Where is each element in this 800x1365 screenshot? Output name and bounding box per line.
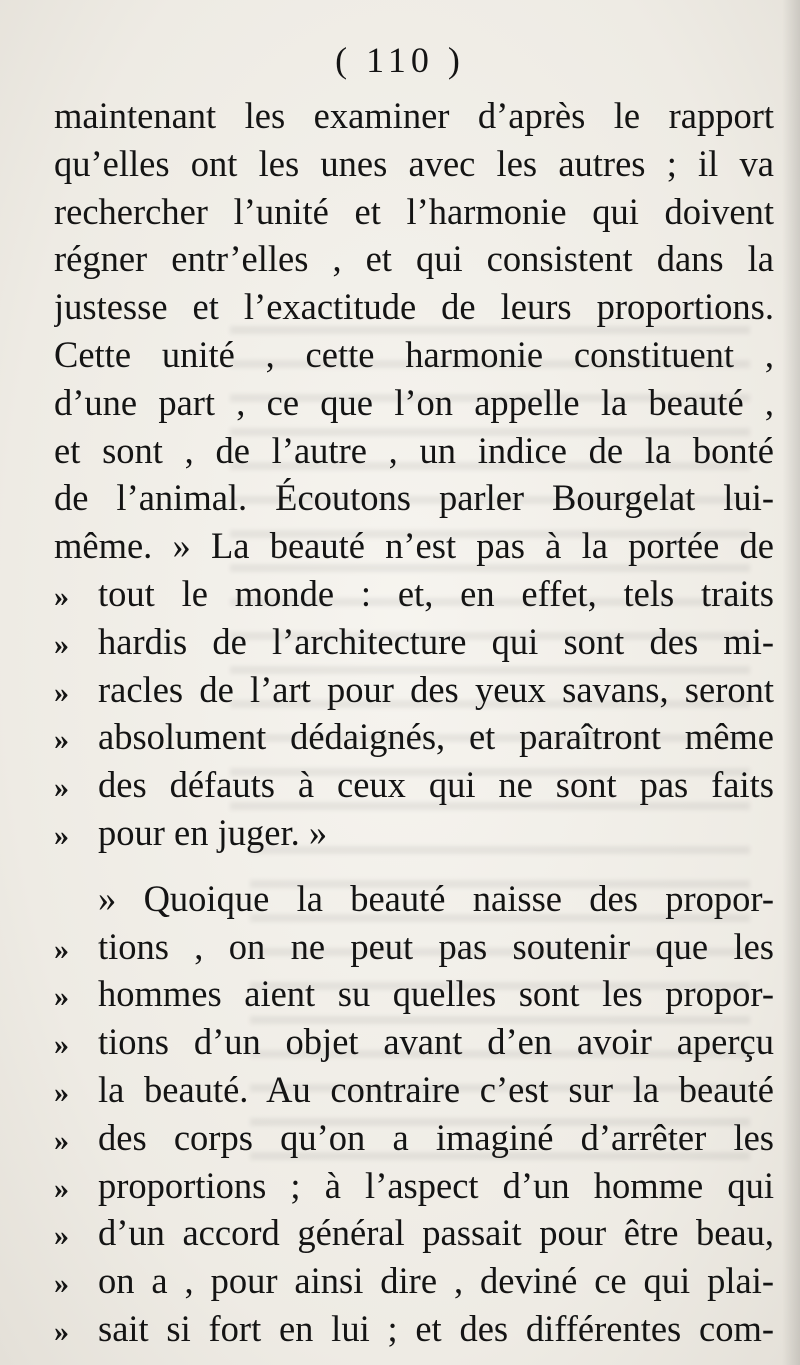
text-line: rechercher l’unité et l’harmonie qui doivent: [54, 190, 774, 232]
quoted-line: » tions , on ne peut pas soutenir que les: [54, 923, 774, 971]
quoted-line: » on a , pour ainsi dire , deviné ce qui plai-: [54, 1257, 774, 1305]
page-number-header: ( 110 ): [335, 40, 465, 80]
quoted-line: » proportions ; à l’aspect d’un homme qui: [54, 1162, 774, 1210]
quoted-line: » la beauté. Au contraire c’est sur la beauté: [54, 1066, 774, 1114]
guillemet-mark: »: [54, 1028, 69, 1062]
text-line: même. » La beauté n’est pas à la portée de: [54, 525, 774, 567]
guillemet-mark: »: [54, 932, 69, 966]
text-line: régner entr’elles , et qui consistent dans la: [54, 238, 774, 280]
text-line: et sont , de l’autre , un indice de la bonté: [54, 429, 774, 471]
quoted-line: » pour en juger. »: [54, 809, 774, 857]
quoted-line: » sait si fort en lui ; et des différentes com-: [54, 1305, 774, 1353]
guillemet-mark: »: [54, 980, 69, 1014]
guillemet-mark: »: [54, 771, 69, 805]
guillemet-mark: »: [54, 579, 69, 613]
guillemet-mark: »: [54, 1267, 69, 1301]
quoted-line: » des défauts à ceux qui ne sont pas faits: [54, 761, 774, 809]
guillemet-mark: »: [54, 818, 69, 852]
text-line: Cette unité , cette harmonie constituent ,: [54, 333, 774, 375]
guillemet-mark: »: [54, 723, 69, 757]
text-line: maintenant les examiner d’après le rapport: [54, 95, 774, 136]
text-line: de l’animal. Écoutons parler Bourgelat lui-: [54, 477, 774, 519]
quoted-line: » hommes aient su quelles sont les propor-: [54, 970, 774, 1018]
quoted-line: » racles de l’art pour des yeux savans, seront: [54, 666, 774, 714]
paragraph-start-line: » Quoique la beauté naisse des propor-: [98, 877, 774, 919]
guillemet-mark: »: [54, 1314, 69, 1348]
text-line: qu’elles ont les unes avec les autres ; il va: [54, 142, 774, 184]
quoted-line: » hardis de l’architecture qui sont des mi-: [54, 618, 774, 666]
quoted-line: » tout le monde : et, en effet, tels traits: [54, 570, 774, 618]
text-line: justesse et l’exactitude de leurs proportions.: [54, 286, 774, 328]
quoted-line: » tions d’un objet avant d’en avoir aperçu: [54, 1018, 774, 1066]
page-body-text: [54, 92, 774, 1353]
quoted-line: » des corps qu’on a imaginé d’arrêter les: [54, 1114, 774, 1162]
guillemet-mark: »: [54, 1123, 69, 1157]
guillemet-mark: »: [54, 675, 69, 709]
guillemet-mark: »: [54, 1075, 69, 1109]
quoted-line: » d’un accord général passait pour être beau,: [54, 1209, 774, 1257]
guillemet-mark: »: [54, 1219, 69, 1253]
quoted-line: » absolument dédaignés, et paraîtront même: [54, 713, 774, 761]
guillemet-mark: »: [54, 1171, 69, 1205]
page-edge-shadow: [782, 0, 800, 1365]
guillemet-mark: »: [54, 627, 69, 661]
text-line: d’une part , ce que l’on appelle la beauté ,: [54, 381, 774, 423]
